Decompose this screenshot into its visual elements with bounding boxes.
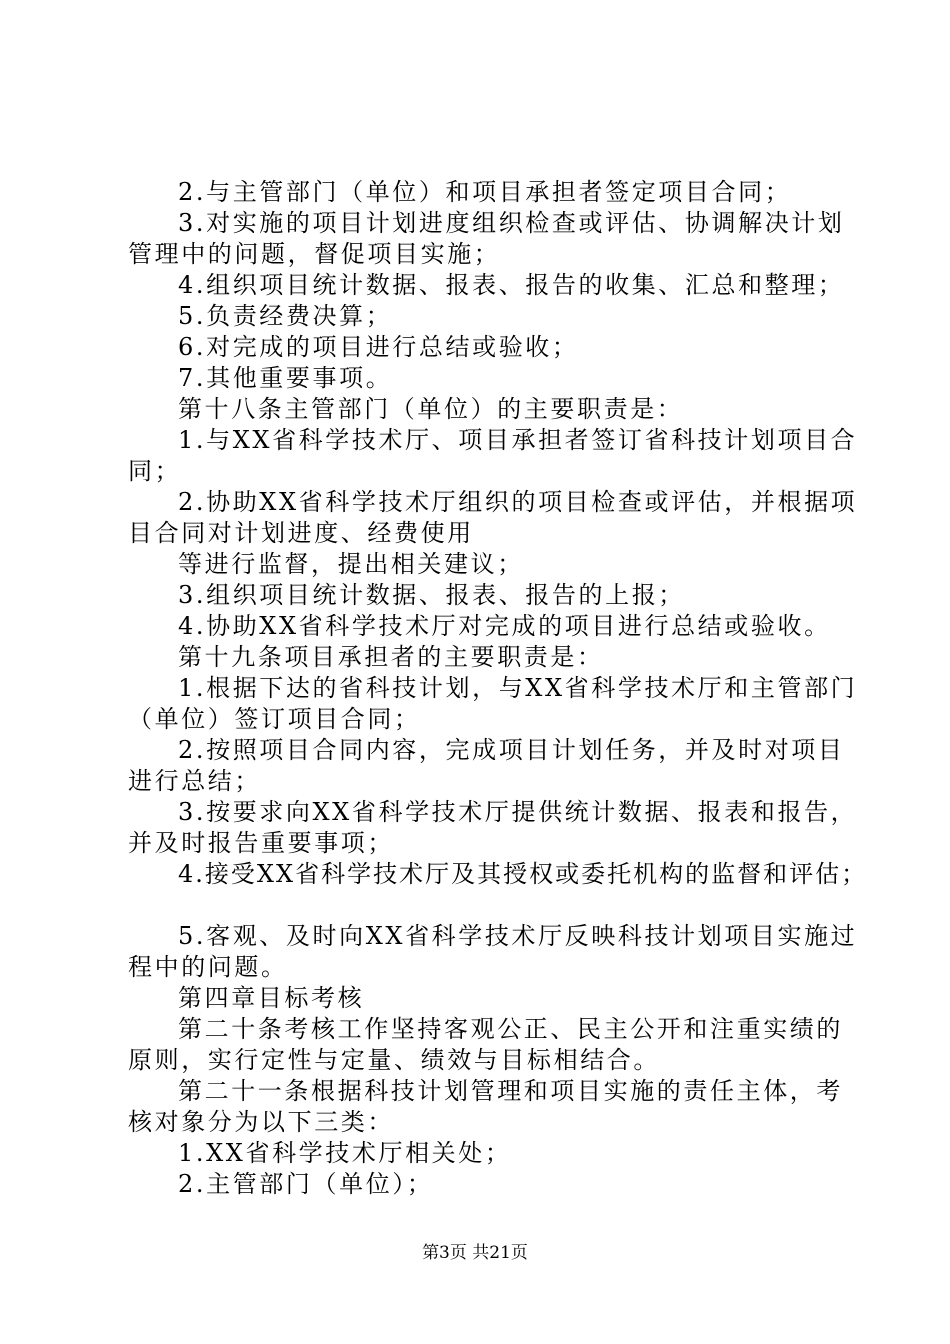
text-line: 目合同对计划进度、经费使用 xyxy=(128,519,474,547)
text-line: 进行总结； xyxy=(128,767,261,795)
article-heading: 第二十一条根据科技计划管理和项目实施的责任主体，考 xyxy=(178,1077,843,1105)
text-line: 管理中的问题，督促项目实施； xyxy=(128,240,501,268)
text-line: 2.按照项目合同内容，完成项目计划任务，并及时对项目 xyxy=(178,736,845,764)
text-line: 5.客观、及时向XX省科学技术厅反映科技计划项目实施过 xyxy=(178,922,858,950)
text-line: 7.其他重要事项。 xyxy=(178,364,393,392)
article-heading: 第二十条考核工作坚持客观公正、民主公开和注重实绩的 xyxy=(178,1015,843,1043)
text-line: 4.协助XX省科学技术厅对完成的项目进行总结或验收。 xyxy=(178,612,831,640)
text-line: 3.组织项目统计数据、报表、报告的上报； xyxy=(178,581,685,609)
chapter-heading: 第四章目标考核 xyxy=(178,984,365,1012)
text-line: 2.与主管部门（单位）和项目承担者签定项目合同； xyxy=(178,178,792,206)
text-line: 5.负责经费决算； xyxy=(178,302,393,330)
text-line: 并及时报告重要事项； xyxy=(128,829,394,857)
text-line: 2.主管部门（单位）； xyxy=(178,1170,434,1198)
text-line: （单位）签订项目合同； xyxy=(128,705,421,733)
text-line: 4.接受XX省科学技术厅及其授权或委托机构的监督和评估； xyxy=(178,860,868,888)
text-line: 原则，实行定性与定量、绩效与目标相结合。 xyxy=(128,1046,660,1074)
text-line: 1.根据下达的省科技计划，与XX省科学技术厅和主管部门 xyxy=(178,674,858,702)
text-line: 程中的问题。 xyxy=(128,953,288,981)
text-line: 1.XX省科学技术厅相关处； xyxy=(178,1139,512,1167)
text-line: 3.对实施的项目计划进度组织检查或评估、协调解决计划 xyxy=(178,209,845,237)
text-line: 核对象分为以下三类： xyxy=(128,1108,394,1136)
text-line: 等进行监督，提出相关建议； xyxy=(178,550,524,578)
text-line: 1.与XX省科学技术厅、项目承担者签订省科技计划项目合 xyxy=(178,426,858,454)
text-line: 3.按要求向XX省科学技术厅提供统计数据、报表和报告， xyxy=(178,798,858,826)
text-line: 6.对完成的项目进行总结或验收； xyxy=(178,333,579,361)
text-line: 4.组织项目统计数据、报表、报告的收集、汇总和整理； xyxy=(178,271,845,299)
article-heading: 第十九条项目承担者的主要职责是： xyxy=(178,643,604,671)
text-line: 同； xyxy=(128,457,182,485)
page-number-footer: 第3页 共21页 xyxy=(422,1243,528,1263)
text-line: 2.协助XX省科学技术厅组织的项目检查或评估，并根据项 xyxy=(178,488,858,516)
article-heading: 第十八条主管部门（单位）的主要职责是： xyxy=(178,395,684,423)
